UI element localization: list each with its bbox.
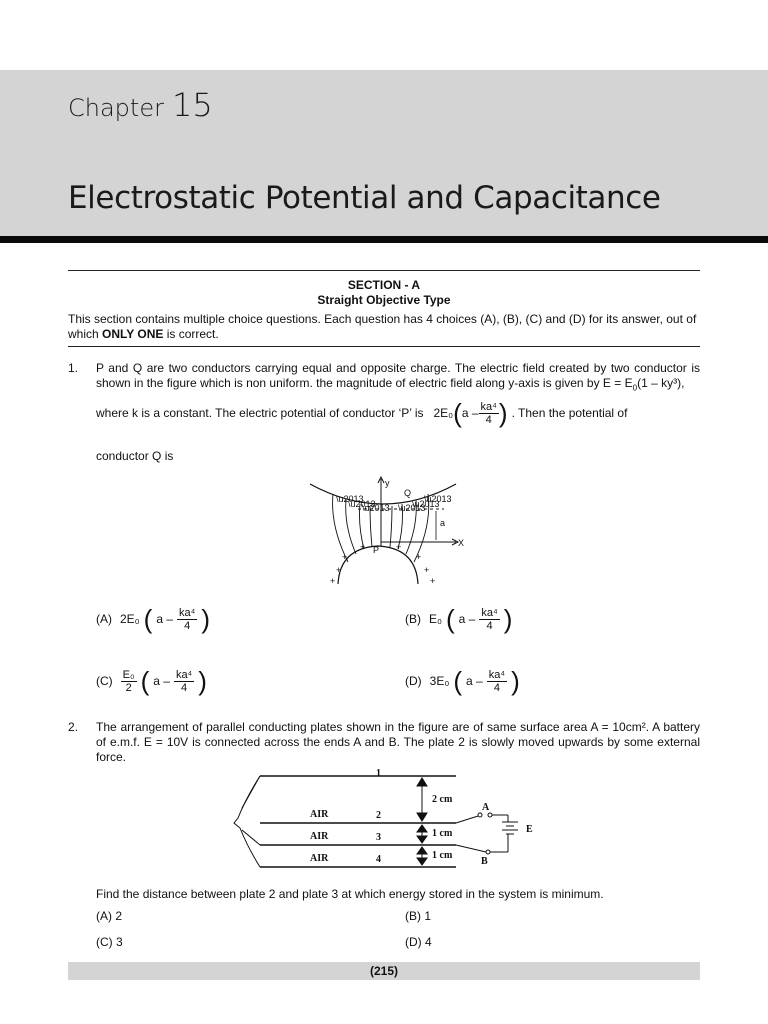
paren-close-icon: ) [201,604,211,634]
intro-emphasis: ONLY ONE [102,327,164,341]
q1-expr-coef: 2E₀ [433,405,454,420]
chapter-heading [68,86,213,124]
parallel-plates-figure [228,768,548,876]
option-fraction [487,669,507,694]
connecting-wire-icon [234,776,260,867]
fraction-numerator: ka⁴ [179,606,196,619]
fraction-denominator: 4 [486,619,493,632]
paren-close-icon: ) [498,398,508,428]
option-label: (A) [96,612,112,626]
chapter-number: 15 [171,86,213,124]
q2-option-d[interactable]: (D) 4 [405,935,432,949]
paren-open-icon: ( [453,666,463,696]
fig1-p-label: P [373,545,380,555]
terminal-b-label: B [481,856,488,867]
air-label-2: AIR [310,831,329,842]
field-lines-figure [308,476,468,586]
svg-text:+: + [330,576,336,586]
svg-text:+: + [430,576,436,586]
air-label-1: AIR [310,809,329,820]
fraction-numerator: ka⁴ [488,668,506,681]
fraction-denominator: 4 [485,413,492,426]
q1-option-c[interactable] [96,668,207,694]
question-2-prompt: Find the distance between plate 2 and plate 3 at which energy stored in the system is minimum. [96,887,604,901]
q1-line1: P and Q are two conductors carrying equal and opposite charge. The electric field created by two conductor is shown in the figure which is non uniform. the magnitude of electric field along y-axis is given by E = E [96,361,700,390]
section-top-rule [68,270,700,271]
question-1-line3: conductor Q is [96,449,174,463]
svg-text:+: + [336,565,342,575]
gap-3-label: 1 cm [432,850,453,861]
q1-expr-fraction [479,401,499,426]
emf-label: E [526,824,533,835]
option-coef: 3E₀ [429,674,450,688]
q2-option-c[interactable]: (C) 3 [96,935,123,949]
fig1-y-label: y [385,478,390,488]
fraction-numerator: ka⁴ [481,606,498,619]
section-title: SECTION - A [347,278,421,292]
q1-expr-lead: a – [461,405,479,420]
paren-close-icon: ) [503,604,513,634]
q2-option-a[interactable]: (A) 2 [96,909,123,923]
question-1-text [96,361,700,395]
svg-text:\u2013: \u2013 [424,494,452,504]
svg-text:+: + [342,552,348,562]
battery-circuit-icon [456,813,518,854]
option-label: (C) [96,674,113,688]
svg-text:+: + [416,552,422,562]
side-wire-icon [242,776,260,845]
gap-2-label: 1 cm [432,828,453,839]
page-number: (215) [68,962,700,980]
option-expr-lead: a – [156,612,174,626]
fraction-denominator: 4 [184,619,191,632]
intro-text-end: is correct. [163,327,219,341]
gap-1-label: 2 cm [432,794,453,805]
option-fraction [479,607,499,632]
chapter-label: Chapter [68,94,164,122]
paren-open-icon: ( [453,398,462,428]
question-2-number: 2. [68,720,79,734]
svg-text:\u2013: \u2013 [336,494,364,504]
paren-open-icon: ( [143,604,153,634]
option-coef-fraction [121,669,137,694]
option-fraction [177,607,197,632]
paren-close-icon: ) [198,666,207,696]
gap-arrows [417,778,427,865]
chapter-title: Electrostatic Potential and Capacitance [68,180,661,216]
option-coef: 2E₀ [120,612,140,626]
q1-option-d[interactable] [405,668,520,694]
option-expr-lead: a – [153,674,170,688]
q1-subscript: 0 [632,383,638,393]
question-1-number: 1. [68,361,79,375]
svg-text:+: + [360,542,366,552]
air-label-3: AIR [310,853,329,864]
plate-1-label: 1 [376,768,381,779]
fraction-denominator: 4 [493,681,500,694]
fraction-denominator: 2 [125,681,132,694]
plate-3-label: 3 [376,832,381,843]
option-fraction [174,669,194,694]
fraction-numerator: ka⁴ [175,668,193,681]
q1-line2-text: where k is a constant. The electric potential of conductor ‘P’ is [96,405,424,420]
svg-text:\u2013: \u2013 [398,503,426,513]
question-1-line2 [96,400,700,426]
banner-rule [0,236,768,243]
plate-2-label: 2 [376,810,381,821]
section-bottom-rule [68,346,700,347]
q2-option-b[interactable]: (B) 1 [405,909,432,923]
section-subtitle: Straight Objective Type [317,293,451,307]
option-expr-lead: a – [466,674,483,688]
section-intro [68,312,700,342]
paren-open-icon: ( [445,604,455,634]
q1-line1-end: (1 – ky³), [637,376,685,390]
question-2-text: The arrangement of parallel conducting plates shown in the figure are of same surface area A = 10cm². A battery of e.m.f. E = 10V is connected across the ends A and B. The plate 2 is slowly moved upwards by some external force. [96,720,700,764]
fig1-a-label: a [440,518,446,528]
option-coef: E₀ [429,612,442,626]
q1-option-a[interactable] [96,606,210,632]
svg-text:+: + [396,542,402,552]
intro-text: This section contains multiple choice questions. Each question has 4 choices (A), (B), (C) and (D) for its answer, out of which [68,312,697,341]
fraction-numerator: E₀ [122,668,135,681]
paren-close-icon: ) [511,666,520,696]
svg-text:\u2013: \u2013 [348,499,376,509]
svg-text:+: + [424,565,430,575]
option-label: (D) [405,674,422,688]
fig1-x-label: X [458,538,465,548]
svg-text:\u2013: \u2013 [362,503,390,513]
q1-option-b[interactable] [405,606,512,632]
fraction-numerator: ka⁴ [480,400,497,413]
plate-4-label: 4 [376,854,381,865]
fig1-q-label: Q [404,488,412,498]
svg-text:\u2013: \u2013 [412,499,440,509]
fraction-denominator: 4 [181,681,188,694]
paren-open-icon: ( [140,666,150,696]
q1-line2-end: . Then the potential of [511,405,628,420]
option-expr-lead: a – [458,612,476,626]
terminal-a-label: A [482,802,490,813]
option-label: (B) [405,612,421,626]
